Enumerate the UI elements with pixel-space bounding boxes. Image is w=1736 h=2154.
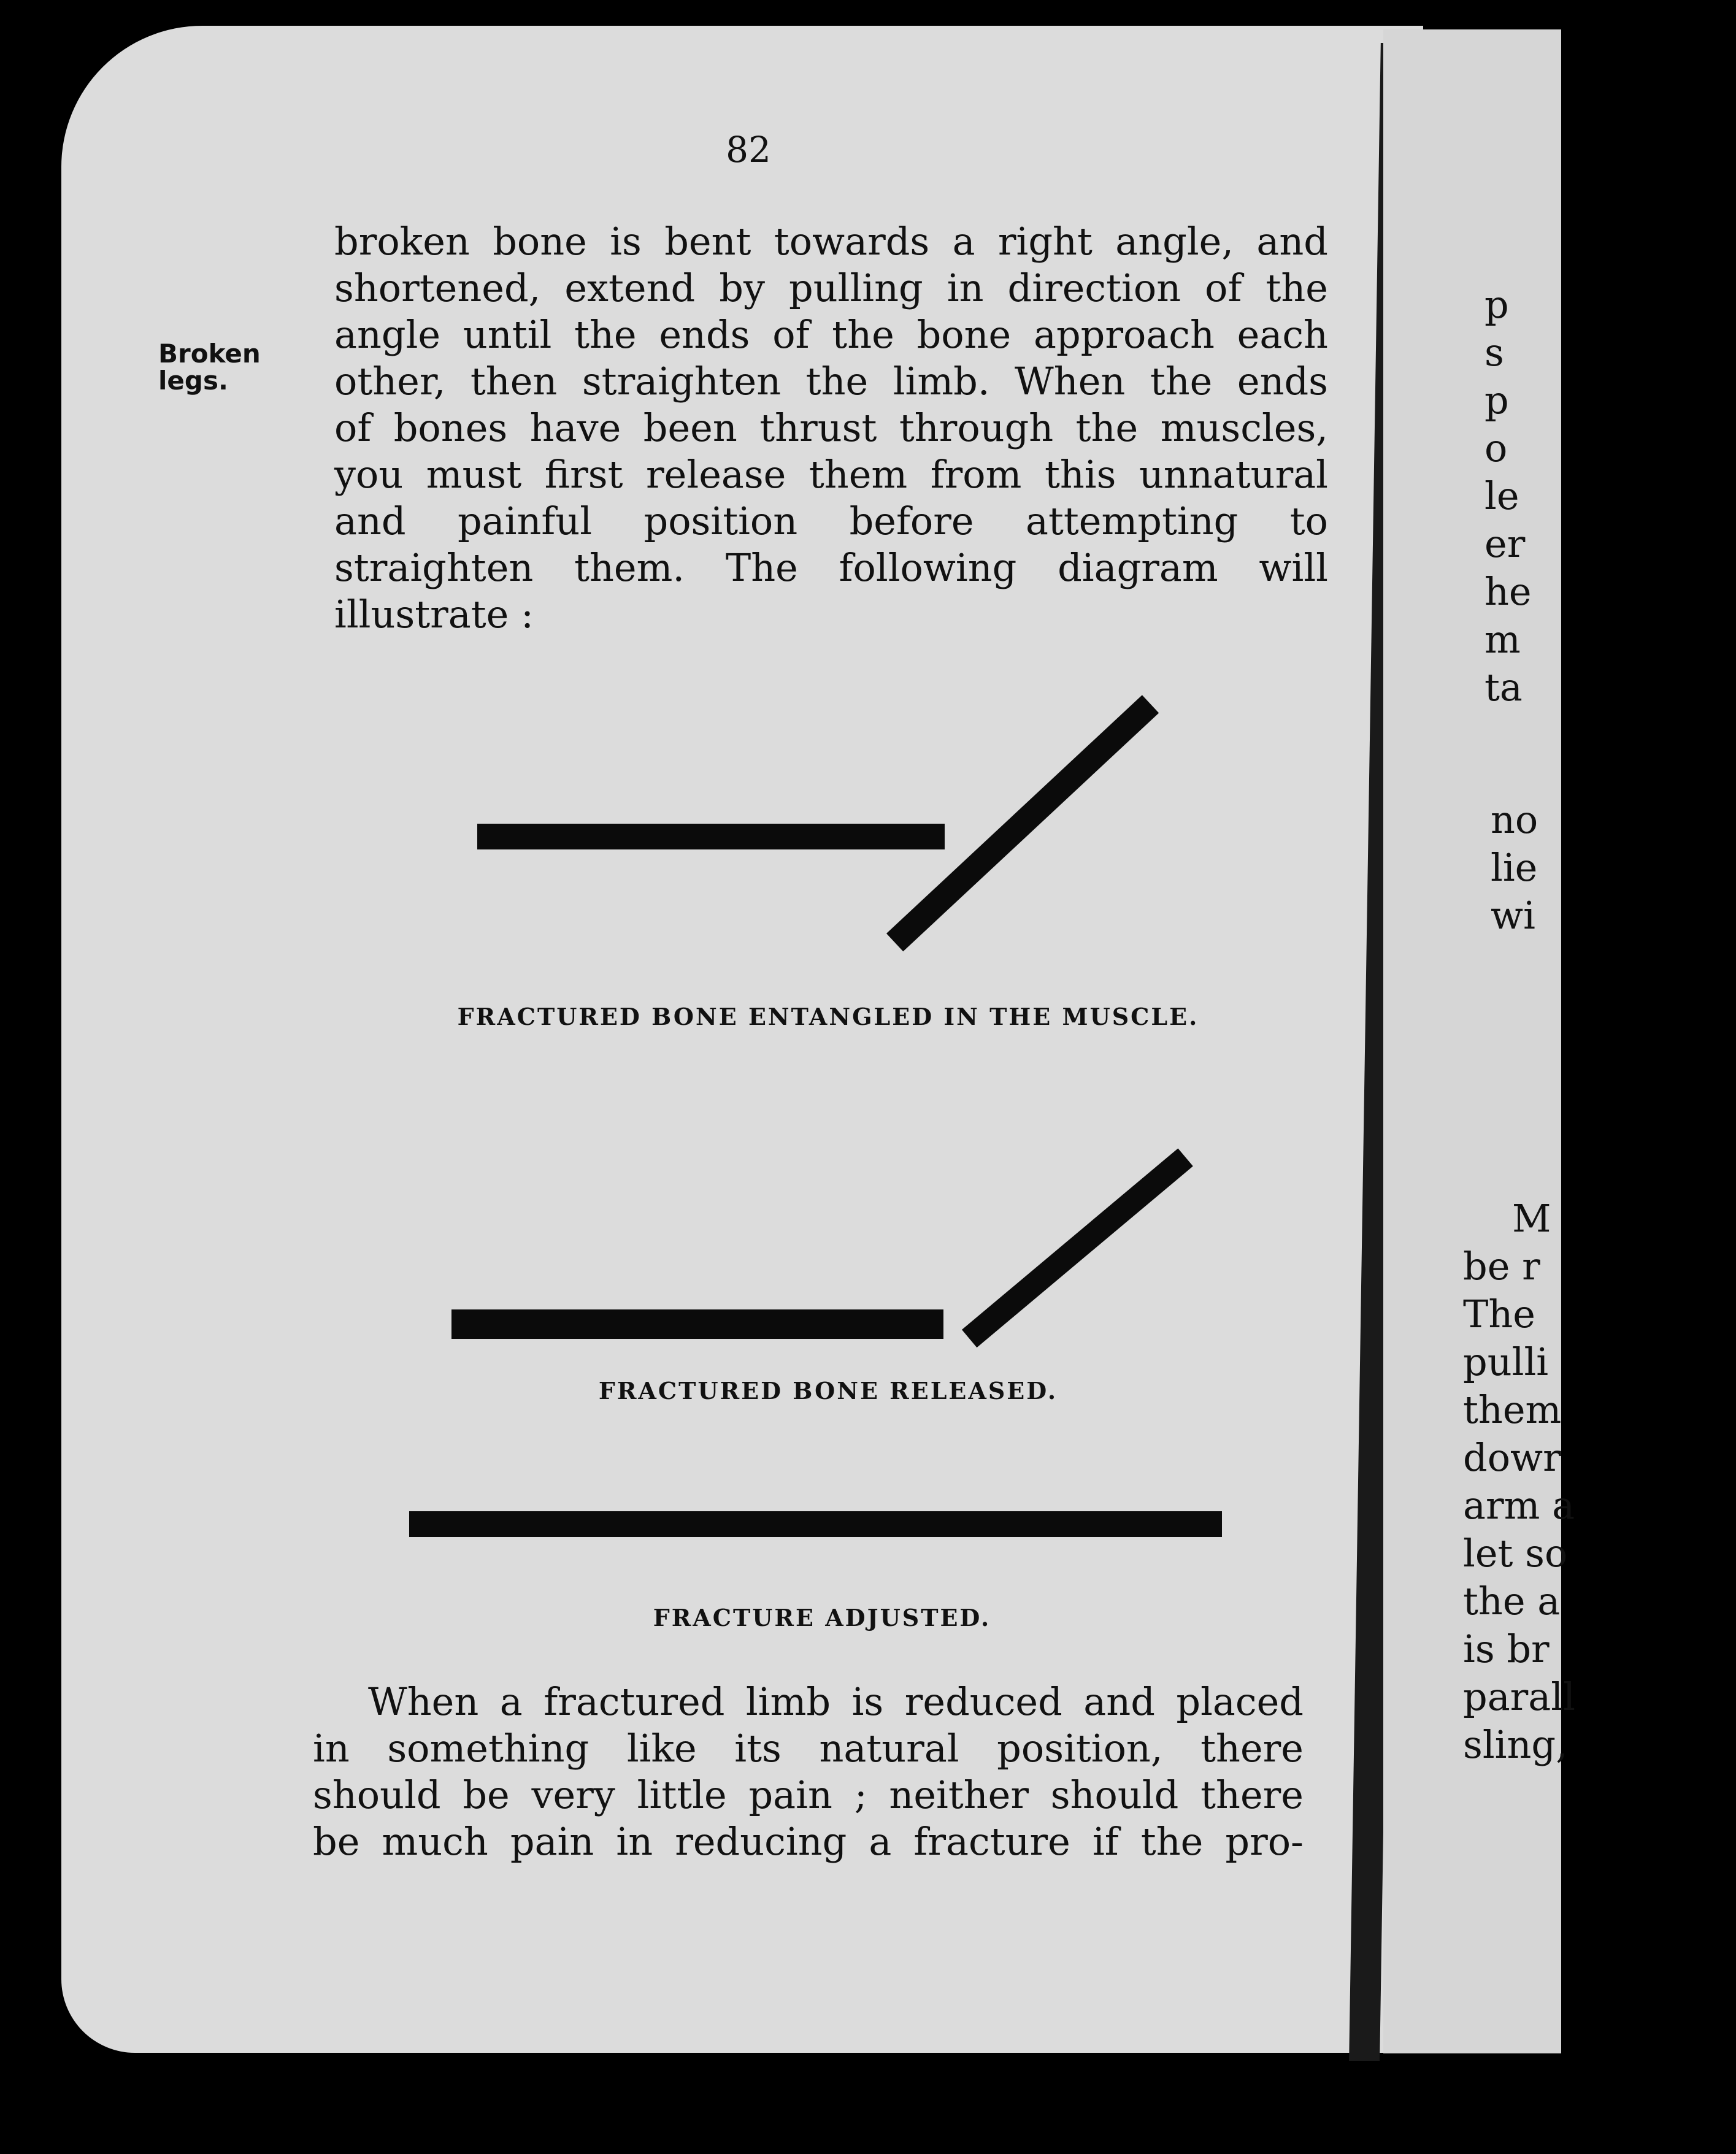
margin-note-line: legs. <box>158 366 228 396</box>
text-line: and painful position before attempting to <box>334 499 1328 543</box>
right-book-page <box>1383 29 1575 2053</box>
text-line: straighten them. The following diagram will <box>334 545 1328 590</box>
paragraph-broken-bone <box>334 218 1328 638</box>
fragment-line: er <box>1484 521 1526 566</box>
text-line: of bones have been thrust through the muscles, <box>334 405 1328 450</box>
fragment-line: p <box>1484 282 1509 327</box>
fragment-line: is br <box>1463 1627 1550 1671</box>
fragment-line: p <box>1484 378 1509 423</box>
caption-released: FRACTURED BONE RELEASED. <box>598 1377 1058 1405</box>
text-line: should be very little pain ; neither should there <box>313 1773 1304 1817</box>
text-line: illustrate : <box>334 592 534 637</box>
fragment-line: The <box>1463 1292 1535 1336</box>
fragment-line: o <box>1484 426 1508 470</box>
caption-entangled: FRACTURED BONE ENTANGLED IN THE MUSCLE. <box>457 1003 1199 1030</box>
fragment-line: sling, <box>1463 1722 1568 1767</box>
diagram-bone-adjusted <box>409 1511 1222 1537</box>
fragment-line: le <box>1484 473 1519 518</box>
fragment-line: ta <box>1484 665 1523 710</box>
fragment-line: dowr <box>1463 1435 1561 1480</box>
fragment-line: he <box>1484 569 1532 614</box>
fragment-line: the a <box>1463 1579 1561 1623</box>
fragment-line: let so <box>1463 1531 1568 1576</box>
caption-adjusted: FRACTURE ADJUSTED. <box>653 1604 991 1631</box>
fragment-line: parall <box>1463 1674 1575 1719</box>
fragment-line: s <box>1484 330 1504 375</box>
fragment-line: be r <box>1463 1244 1540 1289</box>
fragment-line: M <box>1512 1196 1551 1241</box>
margin-note-line: Broken <box>158 339 261 369</box>
margin-note <box>158 340 261 394</box>
right-page-fragment-1 <box>1484 281 1730 711</box>
text-line: When a fractured limb is reduced and placed <box>368 1679 1304 1724</box>
fragment-line: no <box>1491 797 1538 842</box>
paragraph-fractured-limb <box>313 1679 1304 1865</box>
diagram-bone-horizontal-entangled <box>477 824 945 849</box>
right-page-fragment-2 <box>1491 796 1736 940</box>
diagram-bone-horizontal-released <box>451 1309 943 1339</box>
fragment-line: lie <box>1491 845 1538 890</box>
fragment-line: m <box>1484 617 1521 662</box>
page-number: 82 <box>726 129 771 171</box>
text-line: shortened, extend by pulling in direction of the <box>334 266 1328 310</box>
fragment-line: pulli <box>1463 1340 1549 1384</box>
text-line: broken bone is bent towards a right angle, and <box>334 219 1328 264</box>
text-line: in something like its natural position, there <box>313 1726 1304 1771</box>
fragment-line: them <box>1463 1387 1562 1432</box>
text-line: be much pain in reducing a fracture if the pro- <box>313 1819 1304 1864</box>
fragment-line: wi <box>1491 893 1535 938</box>
right-page-fragment-3 <box>1463 1195 1708 1769</box>
text-line: angle until the ends of the bone approach each <box>334 312 1328 357</box>
fragment-line: arm a <box>1463 1483 1575 1528</box>
text-line: you must first release them from this unnatural <box>334 452 1328 497</box>
text-line: other, then straighten the limb. When the ends <box>334 359 1328 404</box>
